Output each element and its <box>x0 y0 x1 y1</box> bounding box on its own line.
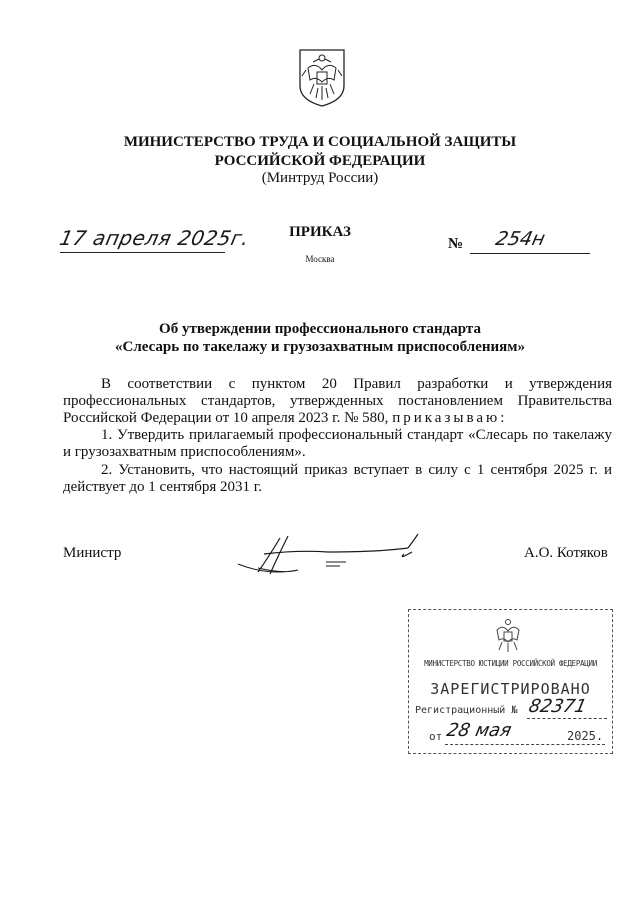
handwritten-signature <box>228 530 423 580</box>
order-item-2: 2. Установить, что настоящий приказ вступает в силу с 1 сентября 2025 г. и действует до 1 сентября 2031 г. <box>63 462 612 495</box>
order-city: Москва <box>305 254 335 264</box>
coat-of-arms-emblem <box>296 46 348 108</box>
stamp-reg-underline <box>527 718 607 719</box>
stamp-emblem-icon <box>491 616 525 654</box>
order-item-1: 1. Утвердить прилагаемый профессиональный стандарт «Слесарь по такелажу и грузозахватным приспособлениям». <box>63 427 612 460</box>
ministry-name-line2: РОССИЙСКОЙ ФЕДЕРАЦИИ <box>214 153 426 169</box>
stamp-reg-date: 28 мая <box>444 720 514 741</box>
ministry-short-name: (Минтруд России) <box>261 170 379 186</box>
date-underline <box>60 252 225 253</box>
stamp-from-label: от <box>429 730 443 743</box>
stamp-registered: ЗАРЕГИСТРИРОВАНО <box>430 680 591 698</box>
stamp-reg-number: 82371 <box>526 696 589 717</box>
stamp-reg-label: Регистрационный № <box>415 705 518 716</box>
order-title: ПРИКАЗ <box>289 224 351 240</box>
order-word: приказываю: <box>392 410 508 426</box>
registration-stamp <box>408 609 613 754</box>
preamble-paragraph <box>63 376 612 427</box>
order-number: 254н <box>493 228 548 250</box>
subject-line2: «Слесарь по такелажу и грузозахватным приспособлениям» <box>115 339 525 355</box>
ministry-name-line1: МИНИСТЕРСТВО ТРУДА И СОЦИАЛЬНОЙ ЗАЩИТЫ <box>123 134 517 150</box>
number-underline <box>470 253 590 254</box>
stamp-date-underline <box>445 744 605 745</box>
signer-name: А.О. Котяков <box>524 545 608 561</box>
signer-position: Министр <box>63 545 122 561</box>
stamp-reg-year: 2025. <box>567 729 604 743</box>
order-date: 17 апреля 2025г. <box>57 226 252 250</box>
stamp-ministry-name: МИНИСТЕРСТВО ЮСТИЦИИ РОССИЙСКОЙ ФЕДЕРАЦИИ <box>424 659 597 668</box>
subject-line1: Об утверждении профессионального стандарта <box>159 321 481 337</box>
order-number-sign: № <box>448 236 464 252</box>
preamble-text: В соответствии с пунктом 20 Правил разработки и утверждения профессиональных стандартов, утвержденных постановлением Правительства Российской Федерации от 10 апреля 2023 г. № 580, <box>63 376 612 426</box>
